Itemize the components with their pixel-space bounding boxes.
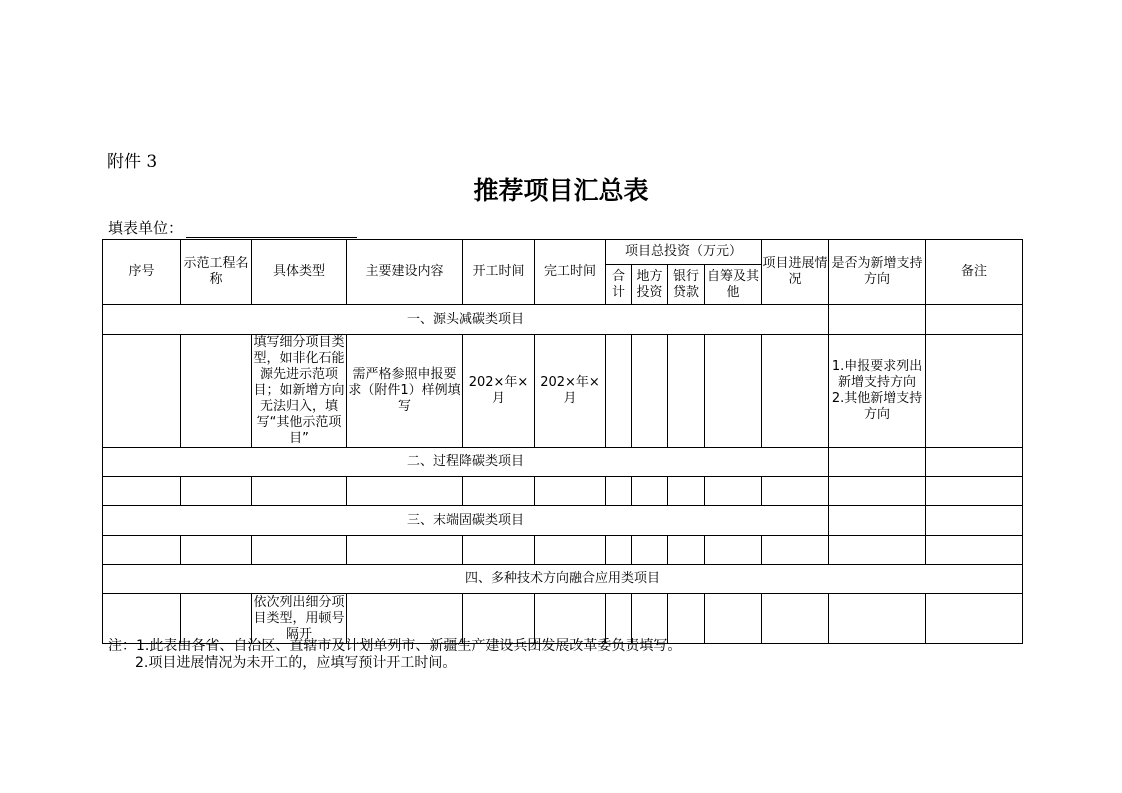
header-inv-local: 地方投资 xyxy=(632,265,668,305)
example-row xyxy=(103,335,1023,448)
table-cell xyxy=(705,477,762,506)
example-new-direction: 1.申报要求列出新增支持方向 2.其他新增支持方向 xyxy=(829,335,926,448)
table-cell xyxy=(181,477,252,506)
last-row-type: 依次列出细分项目类型，用顿号隔开 xyxy=(253,594,345,642)
table-cell xyxy=(926,536,1023,565)
summary-table xyxy=(102,239,1023,644)
header-new-direction: 是否为新增支持方向 xyxy=(829,240,926,305)
table-cell xyxy=(347,536,463,565)
page-title: 推荐项目汇总表 xyxy=(473,176,649,205)
table-cell xyxy=(668,335,705,448)
attachment-number: 3 xyxy=(146,152,158,172)
table-cell xyxy=(463,594,535,644)
table-cell xyxy=(632,594,668,644)
example-end: 202×年×月 xyxy=(535,335,606,448)
table-cell xyxy=(762,477,829,506)
header-type: 具体类型 xyxy=(252,240,347,305)
header-project-name: 示范工程名称 xyxy=(181,240,252,305)
section-source-reduction: 一、源头减碳类项目 xyxy=(103,305,829,335)
table-cell xyxy=(252,477,347,506)
table-cell xyxy=(705,594,762,644)
section-process-reduction: 二、过程降碳类项目 xyxy=(103,448,829,477)
section-row xyxy=(103,565,1023,594)
header-remarks: 备注 xyxy=(926,240,1023,305)
table-cell xyxy=(463,477,535,506)
section-row xyxy=(103,506,1023,536)
table-cell xyxy=(347,477,463,506)
notes xyxy=(108,638,681,672)
example-type: 填写细分项目类型，如非化石能源先进示范项目；如新增方向无法归入，填写“其他示范项目” xyxy=(253,335,345,446)
table-cell xyxy=(606,335,632,448)
table-cell xyxy=(829,536,926,565)
note-1: 注：1.此表由各省、自治区、直辖市及计划单列市、新疆生产建设兵团发展改革委负责填写。 xyxy=(108,638,682,654)
header-investment: 项目总投资（万元） xyxy=(606,240,762,265)
table-row xyxy=(103,594,1023,644)
attachment-label xyxy=(107,147,157,172)
table-cell xyxy=(705,335,762,448)
table-cell xyxy=(103,594,181,644)
note-2: 2.项目进展情况为未开工的，应填写预计开工时间。 xyxy=(135,655,457,671)
header-inv-total: 合计 xyxy=(606,265,632,305)
table-cell xyxy=(926,305,1023,335)
table-cell xyxy=(668,594,705,644)
table-cell xyxy=(926,477,1023,506)
table-cell xyxy=(606,594,632,644)
table-cell xyxy=(829,594,926,644)
section-row xyxy=(103,448,1023,477)
header-progress: 项目进展情况 xyxy=(762,240,829,305)
table-cell xyxy=(705,536,762,565)
table-cell xyxy=(535,594,606,644)
table-cell xyxy=(829,506,926,536)
table-cell xyxy=(926,448,1023,477)
table-cell xyxy=(463,536,535,565)
example-start: 202×年×月 xyxy=(463,335,535,448)
table-cell xyxy=(762,594,829,644)
table-cell xyxy=(668,536,705,565)
header-row-1 xyxy=(103,240,1023,265)
header-start-time: 开工时间 xyxy=(463,240,535,305)
table-cell xyxy=(181,536,252,565)
header-inv-bank: 银行贷款 xyxy=(668,265,705,305)
table-cell xyxy=(606,477,632,506)
table-cell xyxy=(535,536,606,565)
section-end-fixation: 三、末端固碳类项目 xyxy=(103,506,829,536)
section-row xyxy=(103,305,1023,335)
table-cell xyxy=(632,477,668,506)
table-cell xyxy=(829,305,926,335)
table-cell xyxy=(668,477,705,506)
header-content: 主要建设内容 xyxy=(347,240,463,305)
table-cell xyxy=(762,335,829,448)
table-cell xyxy=(632,536,668,565)
header-seq: 序号 xyxy=(103,240,181,305)
example-content: 需严格参照申报要求（附件1）样例填写 xyxy=(347,335,463,448)
table-cell xyxy=(181,594,252,644)
table-row xyxy=(103,477,1023,506)
attachment-text: 附件 xyxy=(107,152,141,172)
table-cell xyxy=(762,536,829,565)
table-cell xyxy=(926,335,1023,448)
table-cell xyxy=(103,335,181,448)
table-cell xyxy=(829,477,926,506)
table-cell xyxy=(632,335,668,448)
table-cell xyxy=(606,536,632,565)
table-cell xyxy=(103,477,181,506)
table-cell xyxy=(347,594,463,644)
fill-unit-blank xyxy=(186,237,357,238)
section-multi-tech: 四、多种技术方向融合应用类项目 xyxy=(103,565,1023,594)
table-row xyxy=(103,536,1023,565)
table-cell xyxy=(535,477,606,506)
table-cell xyxy=(926,506,1023,536)
table-cell xyxy=(103,536,181,565)
table-cell xyxy=(829,448,926,477)
table-cell xyxy=(252,536,347,565)
table-cell xyxy=(181,335,252,448)
header-inv-self: 自筹及其他 xyxy=(705,265,762,305)
table-cell xyxy=(926,594,1023,644)
fill-unit-label: 填表单位： xyxy=(108,219,184,237)
header-end-time: 完工时间 xyxy=(535,240,606,305)
